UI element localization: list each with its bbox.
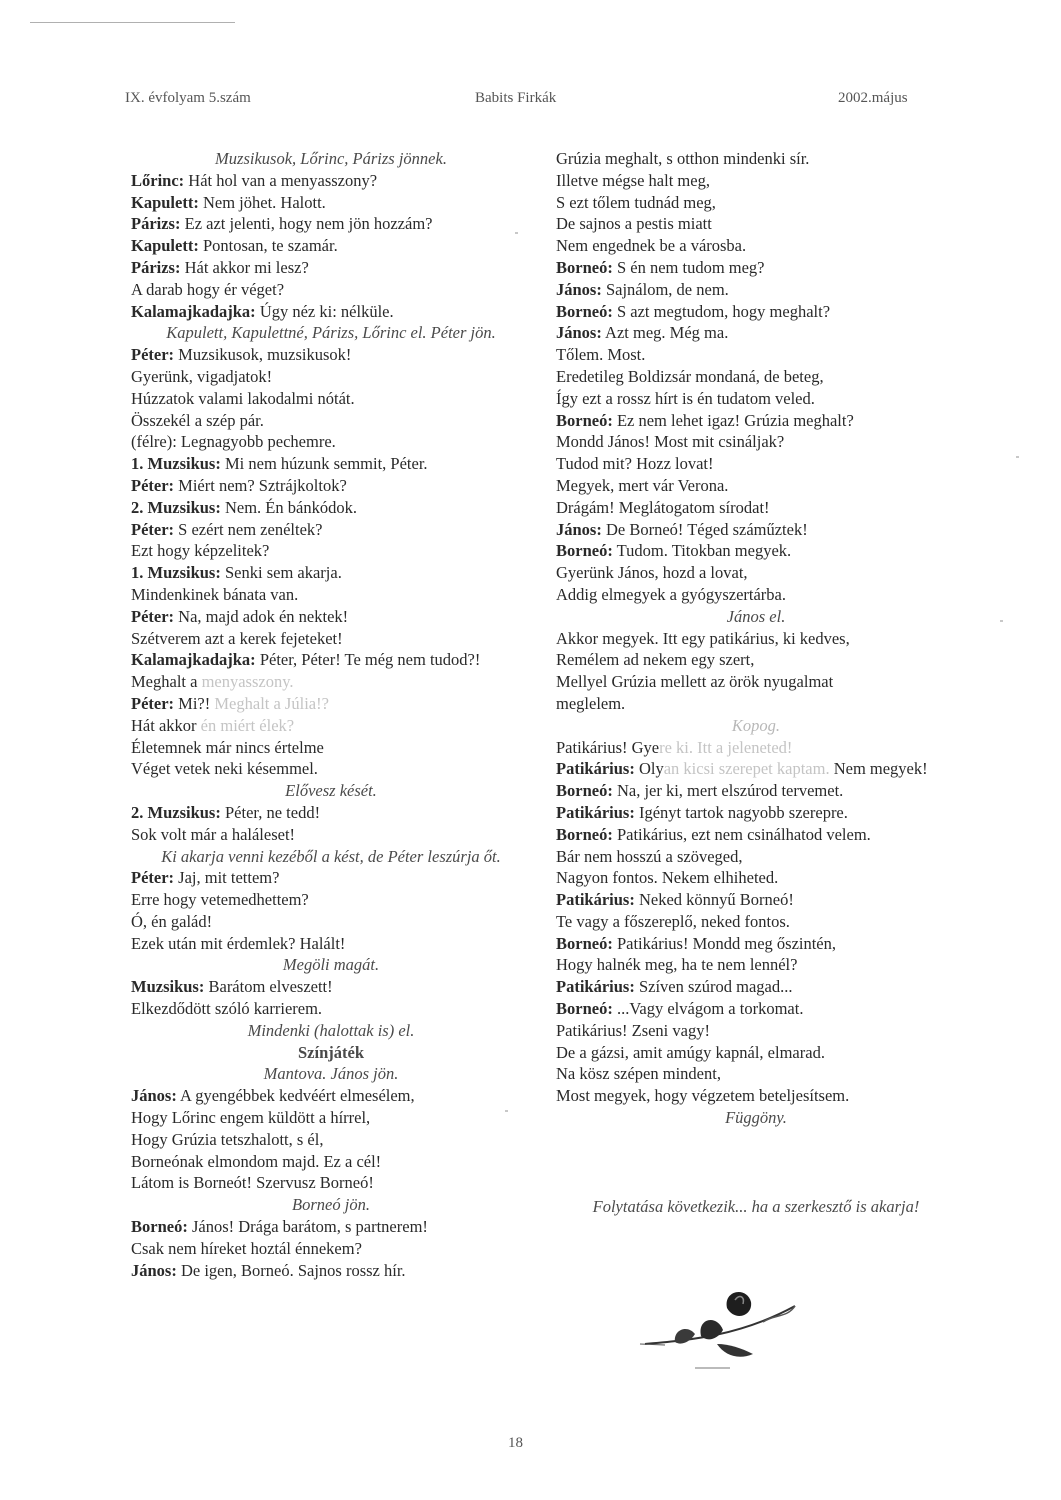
line-text: Hát hol van a menyasszony? xyxy=(184,170,378,190)
line-text: Nem jöhet. Halott. xyxy=(198,192,326,212)
speaker-name: Párizs: xyxy=(131,257,181,277)
line-text: Grúzia meghalt, s otthon mindenki sír. xyxy=(556,149,810,168)
header-date: 2002.május xyxy=(838,90,908,106)
script-line xyxy=(131,628,531,650)
line-text: Ezt hogy képzelitek? xyxy=(131,541,270,561)
line-text: Ez nem lehet igaz! Grúzia meghalt? xyxy=(612,410,854,430)
line-text: János! Drága barátom, s partnerem! xyxy=(187,1217,428,1237)
speaker-name: Borneó: xyxy=(556,541,613,561)
script-line xyxy=(131,562,531,584)
line-text: Úgy néz ki: nélküle. xyxy=(255,301,394,321)
script-line xyxy=(556,671,956,693)
speaker-name: Borneó: xyxy=(556,410,613,430)
line-text: A darab hogy ér véget? xyxy=(131,279,285,299)
line-text: Illetve mégse halt meg, xyxy=(556,170,710,190)
speaker-name: Borneó: xyxy=(556,301,613,321)
script-line xyxy=(131,431,531,453)
script-line xyxy=(131,758,531,780)
speaker-name: Borneó: xyxy=(556,933,613,953)
line-text: Gyerünk, vigadjatok! xyxy=(131,366,273,386)
line-text: Megyek, mert vár Verona. xyxy=(556,475,729,495)
script-line xyxy=(556,1063,956,1085)
line-text: Jaj, mit tettem? xyxy=(174,868,280,888)
script-line xyxy=(131,715,531,737)
speaker-name: Patikárius: xyxy=(556,759,635,779)
stage-direction: János el. xyxy=(726,606,786,626)
script-line xyxy=(131,802,531,824)
script-line xyxy=(556,889,956,911)
script-line xyxy=(556,911,956,933)
line-text: Sok volt már a haláleset! xyxy=(131,824,296,844)
speaker-name: Patikárius: xyxy=(556,802,635,822)
script-line xyxy=(556,148,956,170)
script-line xyxy=(131,1172,531,1194)
speaker-name: 1. Muzsikus: xyxy=(131,563,221,583)
speaker-name: Péter: xyxy=(131,868,175,888)
script-line xyxy=(556,475,956,497)
line-text: De sajnos a pestis miatt xyxy=(556,214,712,234)
line-text: Csak nem híreket hoztál énnekem? xyxy=(131,1238,362,1258)
script-line xyxy=(556,388,956,410)
script-line xyxy=(131,410,531,432)
line-text: Szíven szúrod magad... xyxy=(634,977,793,997)
speaker-name: Péter: xyxy=(131,519,175,539)
line-text: Azt meg. Még ma. xyxy=(601,323,729,343)
speaker-name: János: xyxy=(131,1086,177,1106)
line-text: Összekél a szép pár. xyxy=(131,410,264,430)
line-text: Hát akkor mi lesz? xyxy=(180,257,309,277)
speaker-name: Kalamajkadajka: xyxy=(131,650,256,670)
line-text: Drágám! Meglátogatom sírodat! xyxy=(556,497,770,517)
stage-direction: Mindenki (halottak is) el. xyxy=(247,1020,415,1040)
script-line xyxy=(556,1085,956,1107)
stage-direction: Muzsikusok, Lőrinc, Párizs jönnek. xyxy=(215,149,447,168)
line-text: Patikárius! Mondd meg őszintén, xyxy=(612,933,837,953)
script-line xyxy=(556,780,956,802)
line-text: Na kösz szépen mindent, xyxy=(556,1064,721,1084)
speaker-name: Patikárius: xyxy=(556,977,635,997)
speaker-name: 2. Muzsikus: xyxy=(131,497,221,517)
script-line xyxy=(556,933,956,955)
script-line xyxy=(556,584,956,606)
line-text: Szétverem azt a kerek fejeteket! xyxy=(131,628,343,648)
line-text: Patikárius! Gye xyxy=(556,737,660,757)
line-text: S én nem tudom meg? xyxy=(612,257,765,277)
script-line xyxy=(556,562,956,584)
line-text: Mi?! xyxy=(174,693,215,713)
line-text: Nem. Én bánkódok. xyxy=(220,497,357,517)
line-text: Mindenkinek bánata van. xyxy=(131,584,299,604)
stage-direction: Elővesz kését. xyxy=(285,781,377,801)
speaker-name: János: xyxy=(556,279,602,299)
script-line xyxy=(131,1085,531,1107)
line-text: Látom is Borneót! Szervusz Borneó! xyxy=(131,1173,374,1193)
script-line xyxy=(556,344,956,366)
line-text: Hogy Grúzia tetszhalott, s él, xyxy=(131,1129,324,1149)
stage-direction: Mantova. János jön. xyxy=(263,1064,399,1084)
script-line xyxy=(131,1216,531,1238)
script-line xyxy=(131,671,531,693)
script-line xyxy=(556,519,956,541)
line-text: Hogy Lőrinc engem küldött a hírrel, xyxy=(131,1108,371,1128)
line-text: Elkezdődött szóló karrierem. xyxy=(131,999,323,1019)
line-text: Te vagy a főszereplő, neked fontos. xyxy=(556,911,790,931)
line-text: Patikárius, ezt nem csinálhatod velem. xyxy=(612,824,871,844)
script-line xyxy=(556,235,956,257)
script-line xyxy=(556,954,956,976)
speaker-name: Muzsikus: xyxy=(131,977,205,997)
script-line xyxy=(556,540,956,562)
line-text: De Borneó! Téged száműztek! xyxy=(601,519,808,539)
stage-direction: Ki akarja venni kezéből a kést, de Péter leszúrja őt. xyxy=(161,846,501,866)
script-line xyxy=(131,366,531,388)
speaker-name: Kapulett: xyxy=(131,192,199,212)
left-column xyxy=(131,148,531,1281)
line-text: Véget vetek neki késemmel. xyxy=(131,759,318,779)
line-text: (félre): Legnagyobb pechemre. xyxy=(131,432,336,452)
line-text: Eredetileg Boldizsár mondaná, de beteg, xyxy=(556,366,824,386)
line-text: Mondd János! Most mit csináljak? xyxy=(556,432,785,452)
line-text: Ez azt jelenti, hogy nem jön hozzám? xyxy=(180,214,433,234)
line-text: De a gázsi, amit amúgy kapnál, elmarad. xyxy=(556,1042,825,1062)
line-text: ...Vagy elvágom a torkomat. xyxy=(612,999,804,1019)
script-line xyxy=(131,192,531,214)
script-line xyxy=(131,976,531,998)
script-line xyxy=(556,824,956,846)
section-title: Színjáték xyxy=(298,1042,364,1062)
script-line xyxy=(131,584,531,606)
speaker-name: Péter: xyxy=(131,345,175,365)
speaker-name: Kalamajkadajka: xyxy=(131,301,256,321)
line-text: Ó, én galád! xyxy=(131,911,213,931)
faded-text: én miért élek? xyxy=(200,715,295,735)
speaker-name: Borneó: xyxy=(131,1217,188,1237)
script-line xyxy=(556,1020,956,1042)
script-line xyxy=(556,431,956,453)
script-line xyxy=(131,1238,531,1260)
line-text: S azt megtudom, hogy meghalt? xyxy=(612,301,831,321)
line-text: meglelem. xyxy=(556,693,626,713)
line-text: Mi nem húzunk semmit, Péter. xyxy=(220,454,428,474)
script-line xyxy=(556,213,956,235)
stage-direction: Függöny. xyxy=(725,1108,787,1128)
script-line xyxy=(131,889,531,911)
script-line xyxy=(556,366,956,388)
faded-text: Meghalt a Júlia!? xyxy=(214,693,329,713)
script-line xyxy=(556,322,956,344)
script-line xyxy=(131,519,531,541)
script-line xyxy=(131,737,531,759)
line-text: Patikárius! Zseni vagy! xyxy=(556,1020,710,1040)
script-line xyxy=(131,1151,531,1173)
speaker-name: János: xyxy=(131,1260,177,1280)
script-line xyxy=(556,410,956,432)
line-text: Oly xyxy=(634,759,664,779)
speaker-name: 2. Muzsikus: xyxy=(131,802,221,822)
script-line xyxy=(131,867,531,889)
script-line xyxy=(131,998,531,1020)
line-text: Meghalt a xyxy=(131,672,202,692)
line-text: Most megyek, hogy végzetem beteljesítsem. xyxy=(556,1086,850,1106)
speaker-name: Kapulett: xyxy=(131,236,199,256)
line-text-after: Nem megyek! xyxy=(829,759,928,779)
line-text: Remélem ad nekem egy szert, xyxy=(556,650,755,670)
script-line xyxy=(131,1107,531,1129)
script-line xyxy=(556,1042,956,1064)
script-line xyxy=(556,737,956,759)
speaker-name: János: xyxy=(556,519,602,539)
speaker-name: Péter: xyxy=(131,475,175,495)
line-text: Sajnálom, de nem. xyxy=(601,279,729,299)
line-text: Gyerünk János, hozd a lovat, xyxy=(556,563,748,583)
script-line xyxy=(131,213,531,235)
line-text: S ezt tőlem tudnád meg, xyxy=(556,192,716,212)
stage-direction: Kapulett, Kapulettné, Párizs, Lőrinc el. Péter jön. xyxy=(166,323,496,343)
script-line xyxy=(131,257,531,279)
script-line xyxy=(556,976,956,998)
line-text: Bár nem hosszú a szöveged, xyxy=(556,846,743,866)
script-line xyxy=(556,279,956,301)
rose-icon xyxy=(635,1278,810,1373)
script-line xyxy=(131,649,531,671)
line-text: Tőlem. Most. xyxy=(556,345,646,365)
line-text: Így ezt a rossz hírt is én tudatom veled. xyxy=(556,388,815,408)
line-text: Igényt tartok nagyobb szerepre. xyxy=(634,802,848,822)
script-line xyxy=(131,453,531,475)
line-text: Neked könnyű Borneó! xyxy=(634,890,794,910)
speaker-name: Patikárius: xyxy=(556,890,635,910)
line-text: Barátom elveszett! xyxy=(204,977,333,997)
line-text: Na, jer ki, mert elszúrod tervemet. xyxy=(612,781,844,801)
script-line xyxy=(556,649,956,671)
script-line xyxy=(131,933,531,955)
line-text: Addig elmegyek a gyógyszertárba. xyxy=(556,584,787,604)
script-line xyxy=(556,170,956,192)
line-text: Miért nem? Sztrájkoltok? xyxy=(174,475,347,495)
faded-text: an kicsi szerepet kaptam. xyxy=(663,759,830,779)
top-rule xyxy=(30,22,235,23)
script-line xyxy=(556,802,956,824)
script-line xyxy=(556,693,956,715)
line-text: Senki sem akarja. xyxy=(220,563,342,583)
line-text: Erre hogy vetemedhettem? xyxy=(131,890,309,910)
script-line xyxy=(556,758,956,780)
script-line xyxy=(131,1129,531,1151)
script-line xyxy=(131,1260,531,1282)
script-line xyxy=(131,279,531,301)
line-text: Hogy halnék meg, ha te nem lennél? xyxy=(556,955,798,975)
speaker-name: Lőrinc: xyxy=(131,170,185,190)
line-text: Tudod mit? Hozz lovat! xyxy=(556,454,714,474)
header-publication: Babits Firkák xyxy=(475,90,557,106)
script-line xyxy=(556,453,956,475)
right-column xyxy=(556,148,956,1129)
script-line xyxy=(131,497,531,519)
speaker-name: Péter: xyxy=(131,606,175,626)
script-line xyxy=(556,192,956,214)
line-text: Borneónak elmondom majd. Ez a cél! xyxy=(131,1151,382,1171)
line-text: A gyengébbek kedvéért elmesélem, xyxy=(176,1086,415,1106)
line-text: S ezért nem zenéltek? xyxy=(174,519,323,539)
line-text: Péter, ne tedd! xyxy=(220,802,321,822)
speaker-name: Péter: xyxy=(131,693,175,713)
closing-note: Folytatása következik... ha a szerkesztő is akarja! xyxy=(592,1197,920,1216)
line-text: Pontosan, te szamár. xyxy=(198,236,338,256)
faded-text: menyasszony. xyxy=(201,672,294,692)
script-line xyxy=(131,301,531,323)
line-text: Na, majd adok én nektek! xyxy=(174,606,349,626)
script-line xyxy=(131,824,531,846)
speaker-name: Párizs: xyxy=(131,214,181,234)
script-line xyxy=(131,344,531,366)
speaker-name: Borneó: xyxy=(556,999,613,1019)
script-line xyxy=(556,998,956,1020)
line-text: Hát akkor xyxy=(131,715,201,735)
script-line xyxy=(131,235,531,257)
speaker-name: János: xyxy=(556,323,602,343)
line-text: Húzzatok valami lakodalmi nótát. xyxy=(131,388,355,408)
line-text: Muzsikusok, muzsikusok! xyxy=(174,345,352,365)
script-line xyxy=(131,475,531,497)
script-line xyxy=(556,628,956,650)
speaker-name: Borneó: xyxy=(556,781,613,801)
stage-direction: Kopog. xyxy=(731,715,781,735)
line-text: Mellyel Grúzia mellett az örök nyugalmat xyxy=(556,672,834,692)
script-line xyxy=(131,540,531,562)
line-text: Akkor megyek. Itt egy patikárius, ki kedves, xyxy=(556,628,850,648)
script-line xyxy=(556,867,956,889)
page-number: 18 xyxy=(508,1435,523,1451)
script-line xyxy=(556,257,956,279)
speaker-name: Borneó: xyxy=(556,824,613,844)
line-text: De igen, Borneó. Sajnos rossz hír. xyxy=(176,1260,406,1280)
line-text: Életemnek már nincs értelme xyxy=(131,737,324,757)
script-line xyxy=(556,497,956,519)
faded-text: re ki. Itt a jeleneted! xyxy=(659,737,793,757)
script-line xyxy=(131,911,531,933)
script-line xyxy=(556,846,956,868)
speaker-name: Borneó: xyxy=(556,257,613,277)
stage-direction: Borneó jön. xyxy=(292,1195,370,1215)
line-text: Ezek után mit érdemlek? Halált! xyxy=(131,933,346,953)
stage-direction: Megöli magát. xyxy=(282,955,380,975)
header-issue: IX. évfolyam 5.szám xyxy=(125,90,251,106)
speaker-name: 1. Muzsikus: xyxy=(131,454,221,474)
script-line xyxy=(131,606,531,628)
line-text: Péter, Péter! Te még nem tudod?! xyxy=(255,650,481,670)
line-text: Nagyon fontos. Nekem elhiheted. xyxy=(556,868,779,888)
script-line xyxy=(131,693,531,715)
script-line xyxy=(556,301,956,323)
script-line xyxy=(131,388,531,410)
line-text: Tudom. Titokban megyek. xyxy=(612,541,792,561)
line-text: Nem engednek be a városba. xyxy=(556,236,747,256)
script-line xyxy=(131,170,531,192)
